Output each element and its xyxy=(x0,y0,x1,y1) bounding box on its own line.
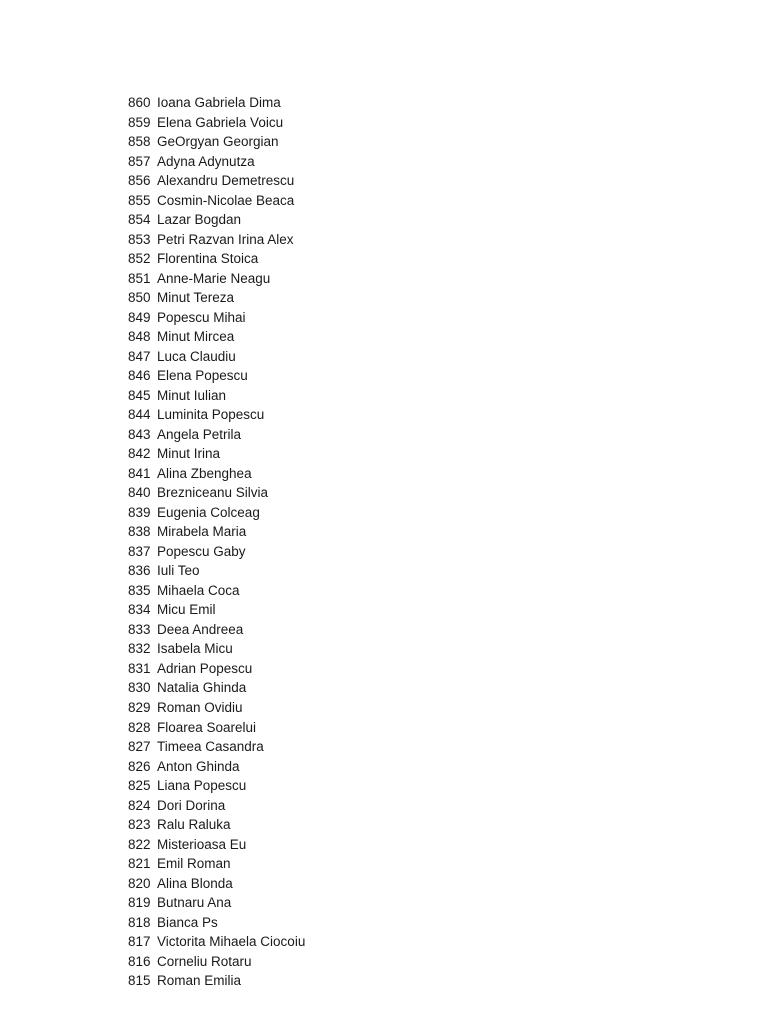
name-list xyxy=(128,93,305,991)
entry-name: Iuli Teo xyxy=(157,563,200,579)
list-item xyxy=(128,678,305,698)
entry-number: 836 xyxy=(128,563,151,579)
entry-number: 840 xyxy=(128,485,151,501)
entry-name: Luca Claudiu xyxy=(157,348,236,364)
list-item xyxy=(128,913,305,933)
entry-name: Micu Emil xyxy=(157,602,216,618)
entry-name: Ioana Gabriela Dima xyxy=(157,95,281,110)
entry-name: Victorita Mihaela Ciocoiu xyxy=(157,934,306,950)
list-item xyxy=(128,249,305,269)
entry-number: 852 xyxy=(128,251,151,267)
list-item xyxy=(128,874,305,894)
entry-name: Timeea Casandra xyxy=(157,739,264,755)
entry-name: Adrian Popescu xyxy=(157,660,253,676)
entry-number: 831 xyxy=(128,660,151,676)
entry-number: 859 xyxy=(128,114,151,130)
list-item xyxy=(128,835,305,855)
entry-number: 846 xyxy=(128,368,151,384)
entry-name: Angela Petrila xyxy=(157,426,242,442)
list-item xyxy=(128,854,305,874)
entry-name: Corneliu Rotaru xyxy=(157,953,252,969)
entry-name: Roman Ovidiu xyxy=(157,699,243,715)
entry-name: Misterioasa Eu xyxy=(157,836,247,852)
entry-name: Adyna Adynutza xyxy=(157,153,255,169)
list-item xyxy=(128,718,305,738)
entry-number: 816 xyxy=(128,953,151,969)
list-item xyxy=(128,971,305,991)
entry-number: 841 xyxy=(128,465,151,481)
list-item xyxy=(128,522,305,542)
entry-number: 818 xyxy=(128,914,151,930)
list-item xyxy=(128,639,305,659)
entry-number: 844 xyxy=(128,407,151,423)
entry-name: Alexandru Demetrescu xyxy=(157,173,295,189)
entry-number: 815 xyxy=(128,973,151,989)
list-item xyxy=(128,952,305,972)
entry-number: 825 xyxy=(128,778,151,794)
list-item xyxy=(128,698,305,718)
entry-number: 847 xyxy=(128,348,151,364)
list-item xyxy=(128,288,305,308)
entry-number: 837 xyxy=(128,543,151,559)
entry-name: Ralu Raluka xyxy=(157,817,231,833)
entry-number: 854 xyxy=(128,212,151,228)
entry-name: Brezniceanu Silvia xyxy=(157,485,269,501)
list-item xyxy=(128,191,305,211)
entry-number: 817 xyxy=(128,934,151,950)
list-item xyxy=(128,796,305,816)
entry-name: Petri Razvan Irina Alex xyxy=(157,231,294,247)
list-item xyxy=(128,152,305,172)
entry-name: Popescu Gaby xyxy=(157,543,246,559)
entry-name: Emil Roman xyxy=(157,856,231,872)
entry-name: Alina Zbenghea xyxy=(157,465,252,481)
entry-name: Butnaru Ana xyxy=(157,895,232,911)
entry-number: 828 xyxy=(128,719,151,735)
entry-number: 845 xyxy=(128,387,151,403)
entry-name: Anne-Marie Neagu xyxy=(157,270,271,286)
list-item xyxy=(128,113,305,133)
list-item xyxy=(128,581,305,601)
entry-name: Elena Popescu xyxy=(157,368,248,384)
entry-number: 838 xyxy=(128,524,151,540)
entry-name: Floarea Soarelui xyxy=(157,719,257,735)
list-item xyxy=(128,366,305,386)
list-item xyxy=(128,210,305,230)
list-item xyxy=(128,561,305,581)
list-item xyxy=(128,659,305,679)
entry-name: Luminita Popescu xyxy=(157,407,265,423)
entry-name: Mihaela Coca xyxy=(157,582,240,598)
entry-number: 830 xyxy=(128,680,151,696)
entry-name: Bianca Ps xyxy=(157,914,218,930)
entry-name: Lazar Bogdan xyxy=(157,212,242,228)
entry-number: 851 xyxy=(128,270,151,286)
list-item xyxy=(128,932,305,952)
entry-name: Alina Blonda xyxy=(157,875,233,891)
list-item xyxy=(128,405,305,425)
entry-number: 848 xyxy=(128,329,151,345)
entry-name: Cosmin-Nicolae Beaca xyxy=(157,192,295,208)
entry-name: Deea Andreea xyxy=(157,621,244,637)
entry-name: Elena Gabriela Voicu xyxy=(157,114,284,130)
list-item xyxy=(128,308,305,328)
entry-number: 832 xyxy=(128,641,151,657)
list-item xyxy=(128,230,305,250)
entry-number: 829 xyxy=(128,699,151,715)
list-item xyxy=(128,132,305,152)
entry-number: 819 xyxy=(128,895,151,911)
list-item xyxy=(128,542,305,562)
entry-number: 821 xyxy=(128,856,151,872)
list-item xyxy=(128,386,305,406)
list-item xyxy=(128,776,305,796)
list-item xyxy=(128,483,305,503)
list-item xyxy=(128,327,305,347)
entry-name: Minut Irina xyxy=(157,446,221,462)
entry-number: 860 xyxy=(128,95,151,110)
list-item xyxy=(128,600,305,620)
entry-number: 855 xyxy=(128,192,151,208)
list-item xyxy=(128,737,305,757)
entry-name: Minut Tereza xyxy=(157,290,235,306)
list-item xyxy=(128,503,305,523)
entry-name: Mirabela Maria xyxy=(157,524,247,540)
entry-name: Roman Emilia xyxy=(157,973,242,989)
entry-number: 858 xyxy=(128,134,151,150)
entry-number: 833 xyxy=(128,621,151,637)
list-item xyxy=(128,93,305,113)
entry-name: Eugenia Colceag xyxy=(157,504,260,520)
list-item xyxy=(128,171,305,191)
entry-number: 849 xyxy=(128,309,151,325)
entry-number: 835 xyxy=(128,582,151,598)
entry-name: Natalia Ghinda xyxy=(157,680,247,696)
entry-name: Anton Ghinda xyxy=(157,758,240,774)
entry-number: 827 xyxy=(128,739,151,755)
entry-number: 843 xyxy=(128,426,151,442)
list-item xyxy=(128,347,305,367)
list-item xyxy=(128,620,305,640)
list-item xyxy=(128,444,305,464)
entry-number: 850 xyxy=(128,290,151,306)
entry-name: Minut Iulian xyxy=(157,387,227,403)
list-item xyxy=(128,815,305,835)
entry-name: GeOrgyan Georgian xyxy=(157,134,279,150)
entry-name: Liana Popescu xyxy=(157,778,247,794)
entry-name: Minut Mircea xyxy=(157,329,235,345)
entry-number: 834 xyxy=(128,602,151,618)
entry-name: Florentina Stoica xyxy=(157,251,259,267)
entry-number: 823 xyxy=(128,817,151,833)
entry-number: 824 xyxy=(128,797,151,813)
list-item xyxy=(128,893,305,913)
entry-name: Popescu Mihai xyxy=(157,309,246,325)
entry-number: 853 xyxy=(128,231,151,247)
list-item xyxy=(128,269,305,289)
entry-number: 822 xyxy=(128,836,151,852)
list-item xyxy=(128,464,305,484)
entry-name: Dori Dorina xyxy=(157,797,226,813)
entry-number: 826 xyxy=(128,758,151,774)
entry-number: 856 xyxy=(128,173,151,189)
list-item xyxy=(128,425,305,445)
entry-number: 842 xyxy=(128,446,151,462)
list-item xyxy=(128,757,305,777)
entry-name: Isabela Micu xyxy=(157,641,233,657)
entry-number: 820 xyxy=(128,875,151,891)
entry-number: 839 xyxy=(128,504,151,520)
entry-number: 857 xyxy=(128,153,151,169)
